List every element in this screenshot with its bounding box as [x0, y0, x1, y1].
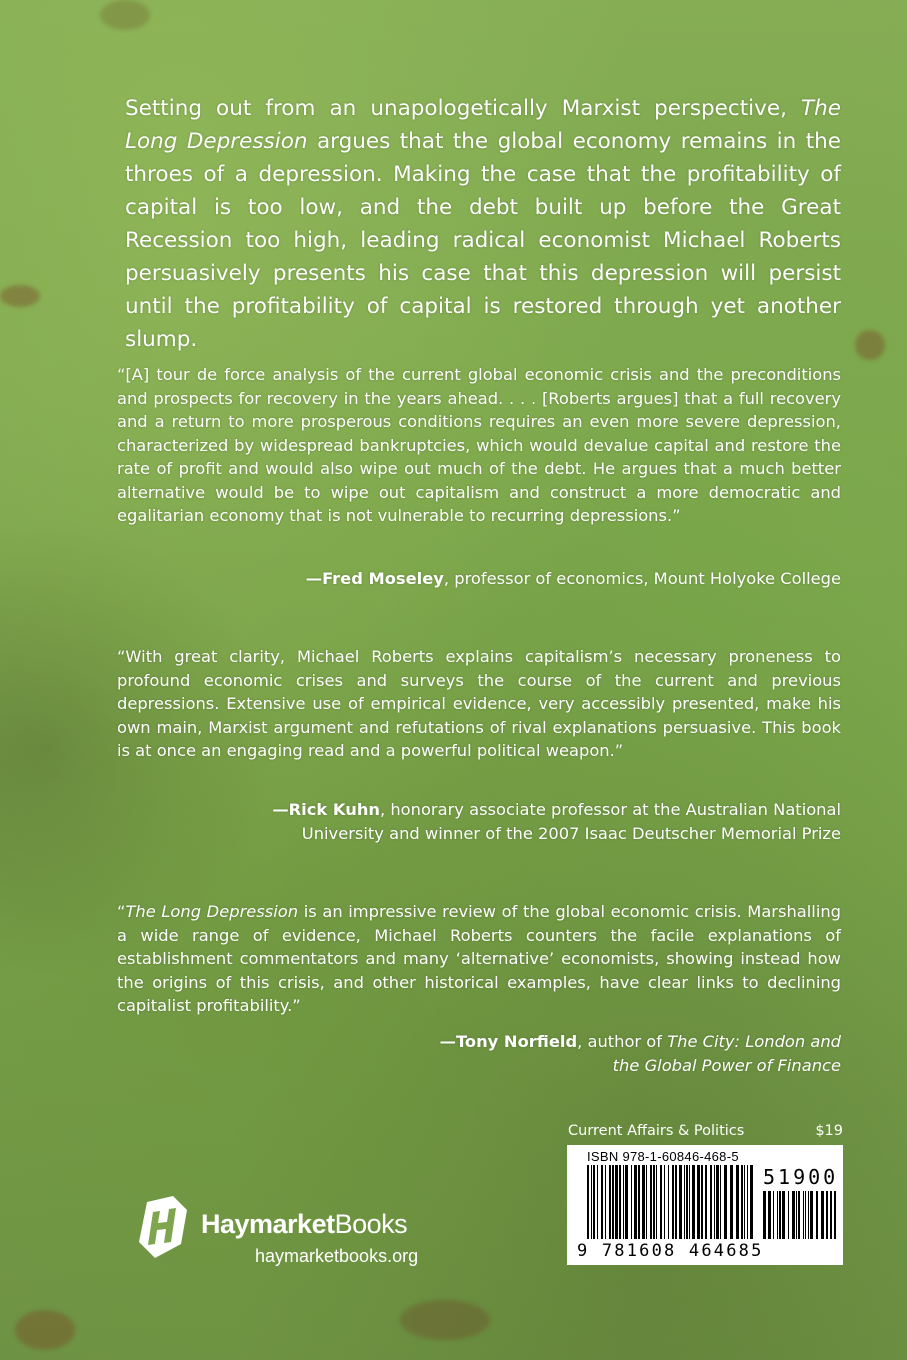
endorser-name: —Rick Kuhn: [272, 800, 381, 819]
endorsement-attribution-3: [440, 1030, 841, 1077]
rust-stain: [15, 1310, 75, 1350]
endorsement-attribution-1: [306, 567, 841, 591]
back-cover-blurb: [125, 92, 841, 356]
barcode-ean-digits: 9 781608 464685: [577, 1241, 764, 1261]
endorser-name: —Fred Moseley: [305, 569, 444, 588]
isbn-number: ISBN 978-1-60846-468-5: [587, 1149, 739, 1164]
haymarket-h-icon: [133, 1196, 193, 1258]
endorser-book-title: The City: London and: [667, 1032, 841, 1051]
rust-stain: [0, 285, 40, 307]
endorser-affiliation: , professor of economics, Mount Holyoke College: [443, 569, 841, 588]
endorser-affiliation: University and winner of the 2007 Isaac Deutscher Memorial Prize: [301, 823, 841, 843]
endorsement-quote-1: “[A] tour de force analysis of the current global economic crisis and the preconditions and prospects for recovery in the years ahead. . . . [Roberts argues] that a full recovery and a return to more prosperous conditions requires an even more severe depression, characterized by widespread bankruptcies, which would devalue capital and restore the rate of profit and would also wipe out much of the debt. He argues that a much better alternative would be to wipe out capitalism and construct a more democratic and egalitarian economy that is not vulnerable to recurring depressions.”: [117, 365, 841, 525]
endorser-affiliation: , author of: [577, 1032, 668, 1051]
category-price-line: [568, 1123, 843, 1139]
isbn-barcode: [567, 1145, 843, 1265]
endorsement-attribution-2: [272, 798, 841, 845]
publisher-logo: [133, 1196, 453, 1276]
quote-book-title: The Long Depression: [125, 902, 299, 921]
blurb-text: Setting out from an unapologetically Marxist perspective,: [125, 96, 787, 121]
rust-stain: [855, 330, 885, 360]
endorser-affiliation: , honorary associate professor at the Australian National: [380, 800, 841, 819]
barcode-price-code: 51900: [763, 1165, 839, 1189]
publisher-url: haymarketbooks.org: [255, 1246, 419, 1266]
publisher-name-part: Books: [334, 1209, 408, 1239]
publisher-name-part: Haymarket: [201, 1209, 335, 1239]
book-category: Current Affairs & Politics: [568, 1123, 745, 1139]
endorser-name: —Tony Norfield: [439, 1032, 578, 1051]
publisher-name: [201, 1209, 407, 1240]
book-price: $19: [815, 1123, 843, 1139]
endorser-book-title: the Global Power of Finance: [612, 1055, 841, 1075]
blurb-book-title: The Long Depression: [125, 96, 841, 154]
endorsement-quote-2: “With great clarity, Michael Roberts explains capitalism’s necessary proneness to profound economic crises and surveys the course of the current and previous depressions. Extensive use of empirical evidence, very accessibly presented, make his own main, Marxist argument and refutations of rival explanations persuasive. This book is at once an engaging read and a powerful political weapon.”: [117, 647, 841, 760]
endorsement-quote-3: [117, 900, 841, 1018]
quote-mark: “: [117, 902, 126, 921]
rust-stain: [100, 0, 150, 30]
rust-stain: [400, 1300, 490, 1340]
quote-text: is an impressive review of the global economic crisis. Marshalling a wide range of evidence, Michael Roberts counters the facile explanations of establishment commentators and many ‘alternative’ economists, showing instead how the origins of this crisis, and other historical examples, have clear links to declining capitalist profitability.”: [117, 902, 841, 1015]
blurb-text: argues that the global economy remains in the throes of a depression. Making the case that the profitability of capital is too low, and the debt built up before the Great Recession too high, leading radical economist Michael Roberts persuasively presents his case that this depression will persist until the profitability of capital is restored through yet another slump.: [125, 129, 841, 352]
